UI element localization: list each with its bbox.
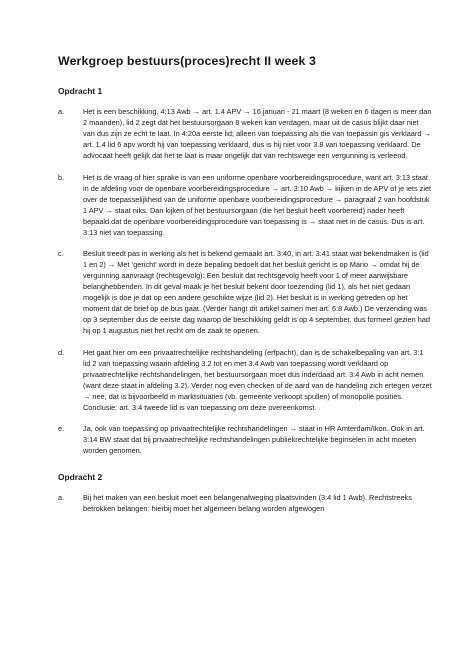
- answer-item-c: [58, 248, 432, 336]
- answer-item-a: [58, 492, 432, 514]
- list-marker: d.: [58, 347, 65, 357]
- list-marker: b.: [58, 172, 65, 182]
- document-title: Werkgroep bestuurs(proces)recht II week 3: [58, 54, 316, 68]
- section-opdracht-2: [58, 472, 432, 514]
- list-marker: a.: [58, 107, 65, 116]
- answer-item-d: [58, 347, 432, 413]
- section-heading: Opdracht 1: [58, 86, 103, 96]
- answer-text: Het is een beschikking, 4:13 Awb → art. 1.4 APV → 16 januari - 21 maart (8 weken en 6 dagen is meer dan 2 maanden), lid 2 zegt dat het bestuursorgaan 8 weken kan verdagen, maar uit de casus blijkt daar niet van dus zijn ze echt te laat. In 4:20a eerste lid; alleen van toepassing als die van toepassin gis verklaard → art. 1.4 lid 6 apv wordt hij van toepassing verklaard, dus is hij niet voor 3.8 van toepassing verklaard. De advocaat heeft gelijk dat het te laat is maar ongelijk dat van rechtswege een vergunning is verleend.: [83, 107, 432, 160]
- answer-item-a: [58, 106, 432, 161]
- list-marker: c.: [58, 249, 64, 258]
- answer-item-b: [58, 172, 432, 238]
- answer-text: Bij het maken van een besluit moet een belangenafweging plaatsvinden (3:4 lid 1 Awb). Rechtstreeks betrokken belangen: hierbij moet het algemeen belang worden afgewogen: [83, 493, 412, 513]
- answer-text: Besluit treedt pas in werking als het is bekend gemaakt art. 3:40, in art. 3:41 staat wat bekendmaken is (lid 1 en 2) → Met ‘gericht’ wordt in deze bepaling bedoelt dat het besluit gericht is op Mario → omdat hij de vergunning aanvraagt (rechtsgevolg): Een besluit dat rechtsgevolg heeft voor 1 of meer aanwijsbare belanghebbenden. In dit geval maak je het besluit bekent door toezending (lid 1), als het niet gedaan mogelijk is doe je dat op een andere geschikte wijze (lid 2). Het besluit is in werking getreden op het moment dat de brief op de bus gaat. (Verder hangt dit artikel samen met art. 6:8 Awb.) De verzending was op 3 september dus de eerste dag waarop de beschikking geldt is op 4 september, dus formeel gezien had hij op 1 augustus niet het recht om de zaak te openen.: [83, 249, 431, 335]
- section-heading: Opdracht 2: [58, 472, 103, 482]
- answer-item-e: [58, 423, 432, 456]
- list-marker: e.: [58, 424, 65, 433]
- list-marker: a.: [58, 493, 65, 502]
- answer-text: Het is de vraag of hier sprake is van een uniforme openbare voorbereidingsprocedure, want art. 3:13 staat in de afdeling voor de openbare voorbereidingsprocedure → art. 3:10 Awb → kijken in de APV of je iets ziet over de toepasselijkheid van de uniforme openbare voorbereidingsprocedure → paragraaf 2 van hoofdstuk 1 APV → staat niks. Dan kijken of het bestuursorgaan (die het besluit heeft voorbereid) nader heeft bepaald dat de openbare voorbereidingsprocedure van toepassing is → staat niet in de casus. Dus is art. 3:13 niet van toepassing.: [83, 172, 432, 237]
- answer-text: Ja, ook van toepassing op privaatrechtelijke rechtshandelingen → staat in HR Amterdam/Ikon. Ook in art. 3:14 BW staat dat bij privaatrechtelijke rechtshandelingen publiekrechtelijke beginselen in acht moeten worden genomen.: [83, 424, 425, 455]
- section-opdracht-1: [58, 86, 432, 456]
- answer-list: [58, 492, 432, 514]
- answer-text: Het gaat hier om een privaatrechtelijke rechtshandeling (erfpacht), dan is de schakelbepaling van art. 3:1 lid 2 van toepassing waarin afdeling 3.2 tot en met 3.4 Awb van toepassing wordt verklaard op privaatrechtelijke rechtshandelingen, het bestuursorgaan moet dus inderdaad art. 3:4 Awb in acht nemen (want deze staat in afdeling 3.2). Verder nog even checken of de aard van de handeling zich ertegen verzet → nee, dat is bijvoorbeeld in marktsituaties (vb. gemeente verkoopt spullen) of monopolie posities. Conclusie: art. 3:4 tweede lid is van toepassing om deze overeenkomst.: [83, 347, 432, 412]
- answer-list: [58, 106, 432, 456]
